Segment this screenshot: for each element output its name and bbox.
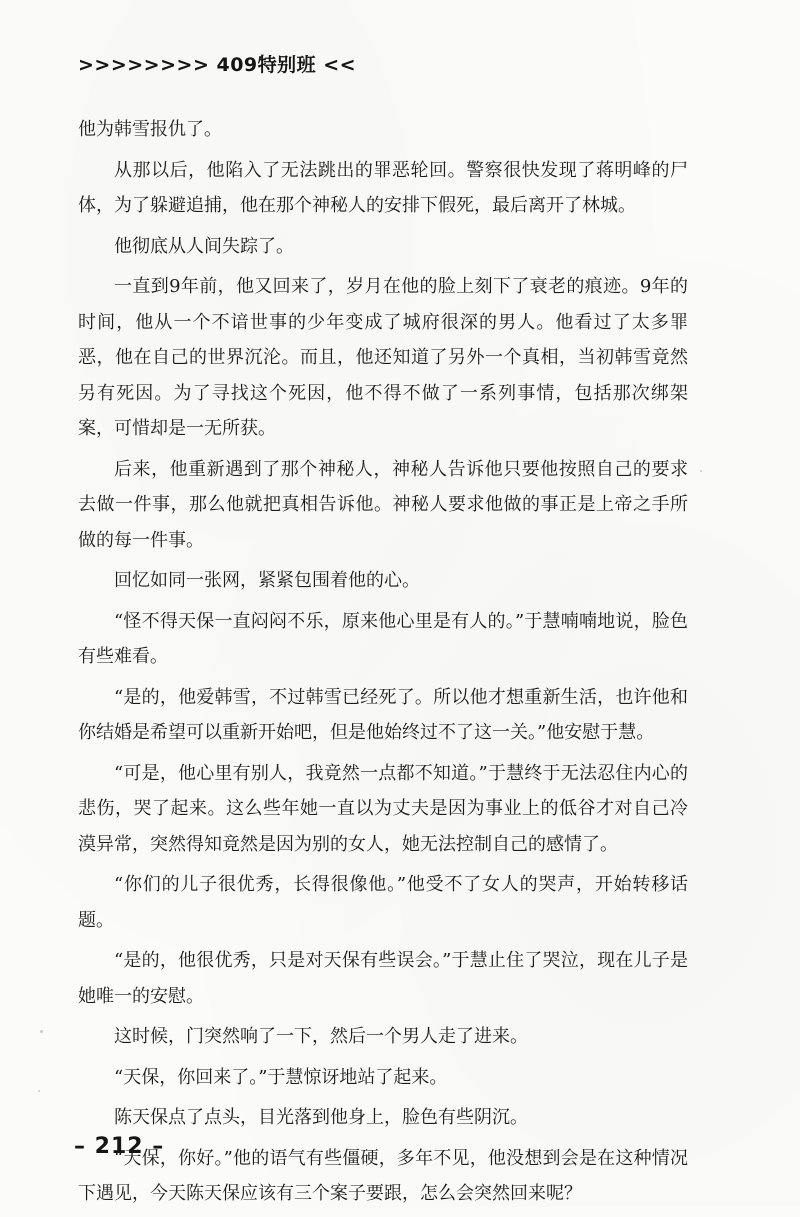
paragraph: 后来，他重新遇到了那个神秘人，神秘人告诉他只要他按照自己的要求去做一件事，那么他就把真相告诉他。神秘人要求他做的事正是上帝之手所做的每一件事。 (78, 458, 688, 551)
scan-speck (40, 1030, 43, 1033)
paragraph: “天保，你好。”他的语气有些僵硬，多年不见，他没想到会是在这种情况下遇见，今天陈天保应该有三个案子要跟，怎么会突然回来呢？ (78, 1147, 688, 1204)
paragraph: 他为韩雪报仇了。 (78, 119, 222, 140)
paragraph: 陈天保点了点头，目光落到他身上，脸色有些阴沉。 (114, 1107, 528, 1128)
paragraph: 从那以后，他陷入了无法跳出的罪恶轮回。警察很快发现了蒋明峰的尸体，为了躲避追捕，他在那个神秘人的安排下假死，最后离开了林城。 (78, 159, 688, 216)
body-text (78, 112, 688, 1217)
scan-speck (700, 470, 702, 472)
scan-speck (38, 1090, 40, 1092)
paragraph: 他彻底从人间失踪了。 (114, 235, 294, 257)
page-number: – 212 – (74, 1134, 165, 1159)
paragraph: 这时候，门突然响了一下，然后一个男人走了进来。 (114, 1026, 528, 1047)
paragraph: “是的，他很优秀，只是对天保有些误会。”于慧止住了哭泣，现在儿子是她唯一的安慰。 (78, 950, 688, 1007)
paragraph: 回忆如同一张网，紧紧包围着他的心。 (114, 570, 420, 591)
paragraph: “你们的儿子很优秀，长得很像他。”他受不了女人的哭声，开始转移话题。 (78, 874, 688, 931)
paragraph: “怪不得天保一直闷闷不乐，原来他心里是有人的。”于慧喃喃地说，脸色有些难看。 (78, 610, 688, 667)
paragraph: “可是，他心里有别人，我竟然一点都不知道。”于慧终于无法忍住内心的悲伤，哭了起来。这么些年她一直以为丈夫是因为事业上的低谷才对自己冷漠异常，突然得知竟然是因为别的女人，她无法控制自己的感情了。 (78, 762, 688, 855)
paragraph: 一直到9年前，他又回来了，岁月在他的脸上刻下了衰老的痕迹。9年的时间，他从一个不谙世事的少年变成了城府很深的男人。他看过了太多罪恶，他在自己的世界沉沦。而且，他还知道了另外一个真相，当初韩雪竟然另有死因。为了寻找这个死因，他不得不做了一系列事情，包括那次绑架案，可惜却是一无所获。 (78, 276, 688, 439)
paragraph: “是的，他爱韩雪，不过韩雪已经死了。所以他才想重新生活，也许他和你结婚是希望可以重新开始吧，但是他始终过不了这一关。”他安慰于慧。 (78, 686, 688, 743)
running-header: >>>>>>>> 409特别班 << (78, 54, 357, 76)
paragraph: “天保，你回来了。”于慧惊讶地站了起来。 (114, 1066, 448, 1088)
